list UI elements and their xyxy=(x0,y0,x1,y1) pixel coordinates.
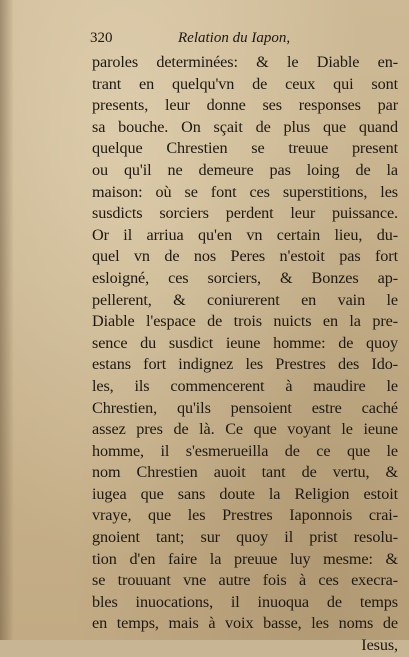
text-line: bles inuocations, il inuoqua de temps xyxy=(92,592,398,611)
page-number: 320 xyxy=(90,30,113,46)
text-line: estans fort indignez les Prestres des Ido- xyxy=(92,355,398,374)
text-line: Chrestien, qu'ils pensoient estre caché xyxy=(92,398,398,417)
text-line: quel vn de nos Peres n'estoit pas fort xyxy=(92,247,398,266)
text-line: ou qu'il ne demeure pas loing de la xyxy=(92,160,398,179)
text-line: en temps, mais à voix basse, les noms de xyxy=(92,614,398,633)
text-line: iugea que sans doute la Religion estoit xyxy=(92,484,398,503)
text-line: vraye, que les Prestres Iaponnois crai- xyxy=(92,506,398,525)
text-line: esloigné, ces sorciers, & Bonzes ap- xyxy=(92,268,398,287)
text-line: presents, leur donne ses responses par xyxy=(92,96,398,115)
gutter-shadow xyxy=(0,0,14,640)
text-line: nom Chrestien auoit tant de vertu, & xyxy=(92,463,398,482)
text-line: sa bouche. On sçait de plus que quand xyxy=(92,117,398,136)
text-line: pellerent, & coniurerent en vain le xyxy=(92,290,398,309)
text-line: assez pres de là. Ce que voyant le ieune xyxy=(92,420,398,439)
text-line: se trouuant vne autre fois à ces execra- xyxy=(92,571,398,590)
running-title: Relation du Iapon, xyxy=(178,30,291,46)
text-line: les, ils commencerent à maudire le xyxy=(92,376,398,395)
text-line: maison: où se font ces superstitions, les xyxy=(92,182,398,201)
text-line: paroles determinées: & le Diable en- xyxy=(92,53,398,71)
text-line: susdicts sorciers perdent leur puissance. xyxy=(92,204,398,223)
text-line: Or il arriua qu'en vn certain lieu, du- xyxy=(92,225,398,244)
text-line: quelque Chrestien se treuue present xyxy=(92,139,398,158)
text-line: homme, il s'esmerueilla de ce que le xyxy=(92,441,398,460)
text-line: gnoient tant; sur quoy il prist resolu- xyxy=(92,528,398,547)
text-line: sence du susdict ieune homme: de quoy xyxy=(92,333,398,352)
body-text xyxy=(92,52,398,657)
text-line: Diable l'espace de trois nuicts en la pre- xyxy=(92,312,398,331)
page-header xyxy=(90,30,390,50)
catchword: Iesus, xyxy=(361,636,398,655)
text-line: tion d'en faire la preuue luy mesme: & xyxy=(92,549,398,568)
text-line: trant en quelqu'vn de ceux qui sont xyxy=(92,74,398,93)
